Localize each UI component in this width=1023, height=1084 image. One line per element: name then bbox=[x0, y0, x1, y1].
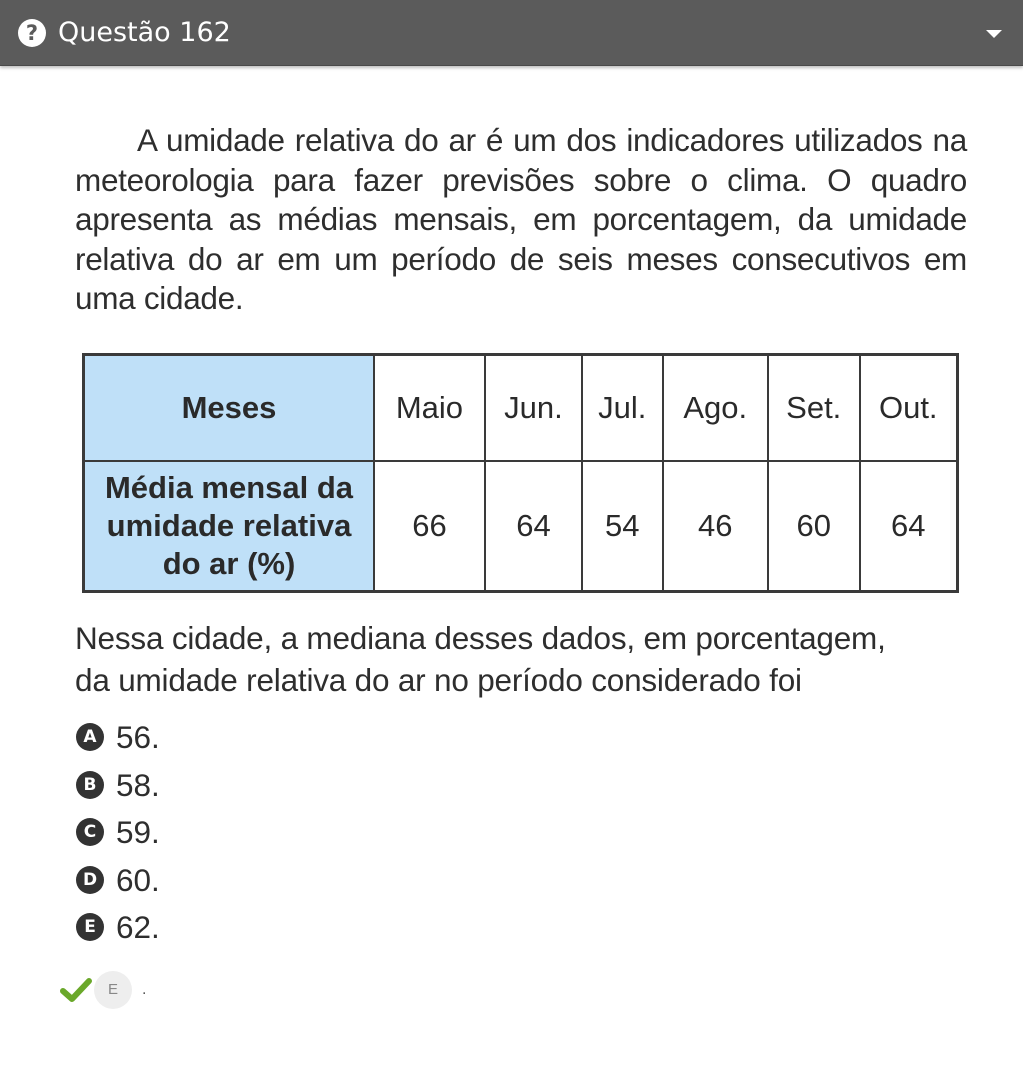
answer-key bbox=[60, 968, 146, 1012]
table-row-values bbox=[84, 461, 958, 592]
table-cell-value: 54 bbox=[582, 461, 663, 592]
answer-suffix: . bbox=[142, 981, 147, 998]
humidity-table bbox=[82, 353, 959, 593]
statement-line: A umidade relativa do ar é um dos indicadores utilizados bbox=[137, 122, 923, 158]
question-circle-icon: ? bbox=[18, 19, 46, 47]
table-cell-value: 64 bbox=[860, 461, 958, 592]
option-text: 58. bbox=[116, 766, 160, 803]
question-line: Nessa cidade, a mediana desses dados, em porcentagem, bbox=[75, 620, 886, 656]
option-e[interactable] bbox=[76, 907, 160, 947]
option-letter-badge: E bbox=[76, 913, 104, 941]
option-text: 59. bbox=[116, 813, 160, 850]
table-cell-month: Maio bbox=[374, 355, 485, 462]
question-title: Questão 162 bbox=[58, 17, 231, 48]
option-letter-badge: A bbox=[76, 723, 104, 751]
table-row-months bbox=[84, 355, 958, 462]
table-cell-value: 46 bbox=[663, 461, 768, 592]
question-statement bbox=[75, 121, 967, 319]
table-cell-value: 66 bbox=[374, 461, 485, 592]
table-cell-month: Out. bbox=[860, 355, 958, 462]
table-cell-value: 64 bbox=[485, 461, 582, 592]
option-c[interactable] bbox=[76, 812, 160, 852]
header-line: do ar (%) bbox=[162, 546, 296, 581]
option-letter-badge: C bbox=[76, 818, 104, 846]
statement-line: na meteorologia para fazer previsões sobre o clima. bbox=[75, 122, 967, 198]
table-header-values bbox=[84, 461, 375, 592]
header-line: Média mensal da bbox=[104, 470, 354, 505]
table-cell-month: Ago. bbox=[663, 355, 768, 462]
statement-line: O quadro apresenta as médias mensais, em porcentagem, bbox=[75, 161, 968, 237]
question-prompt bbox=[75, 617, 967, 701]
table-header-months: Meses bbox=[84, 355, 375, 462]
option-text: 56. bbox=[116, 718, 160, 755]
table-cell-value: 60 bbox=[768, 461, 860, 592]
question-line: da umidade relativa do ar no período considerado foi bbox=[75, 662, 802, 698]
table-cell-month: Jul. bbox=[582, 355, 663, 462]
option-a[interactable] bbox=[76, 717, 160, 757]
option-b[interactable] bbox=[76, 765, 160, 805]
answer-letter-chip: E bbox=[94, 971, 132, 1009]
caret-down-icon[interactable] bbox=[986, 30, 1002, 38]
table-cell-month: Set. bbox=[768, 355, 860, 462]
option-d[interactable] bbox=[76, 860, 160, 900]
header-line: umidade relativa bbox=[106, 508, 352, 543]
option-text: 62. bbox=[116, 908, 160, 945]
option-letter-badge: B bbox=[76, 771, 104, 799]
statement-line: da umidade relativa do ar em um período de seis meses bbox=[75, 201, 967, 277]
check-icon bbox=[60, 976, 92, 1004]
statement-line: consecutivos em uma cidade. bbox=[75, 240, 967, 316]
question-header[interactable] bbox=[0, 0, 1023, 66]
option-text: 60. bbox=[116, 861, 160, 898]
table-cell-month: Jun. bbox=[485, 355, 582, 462]
option-letter-badge: D bbox=[76, 866, 104, 894]
